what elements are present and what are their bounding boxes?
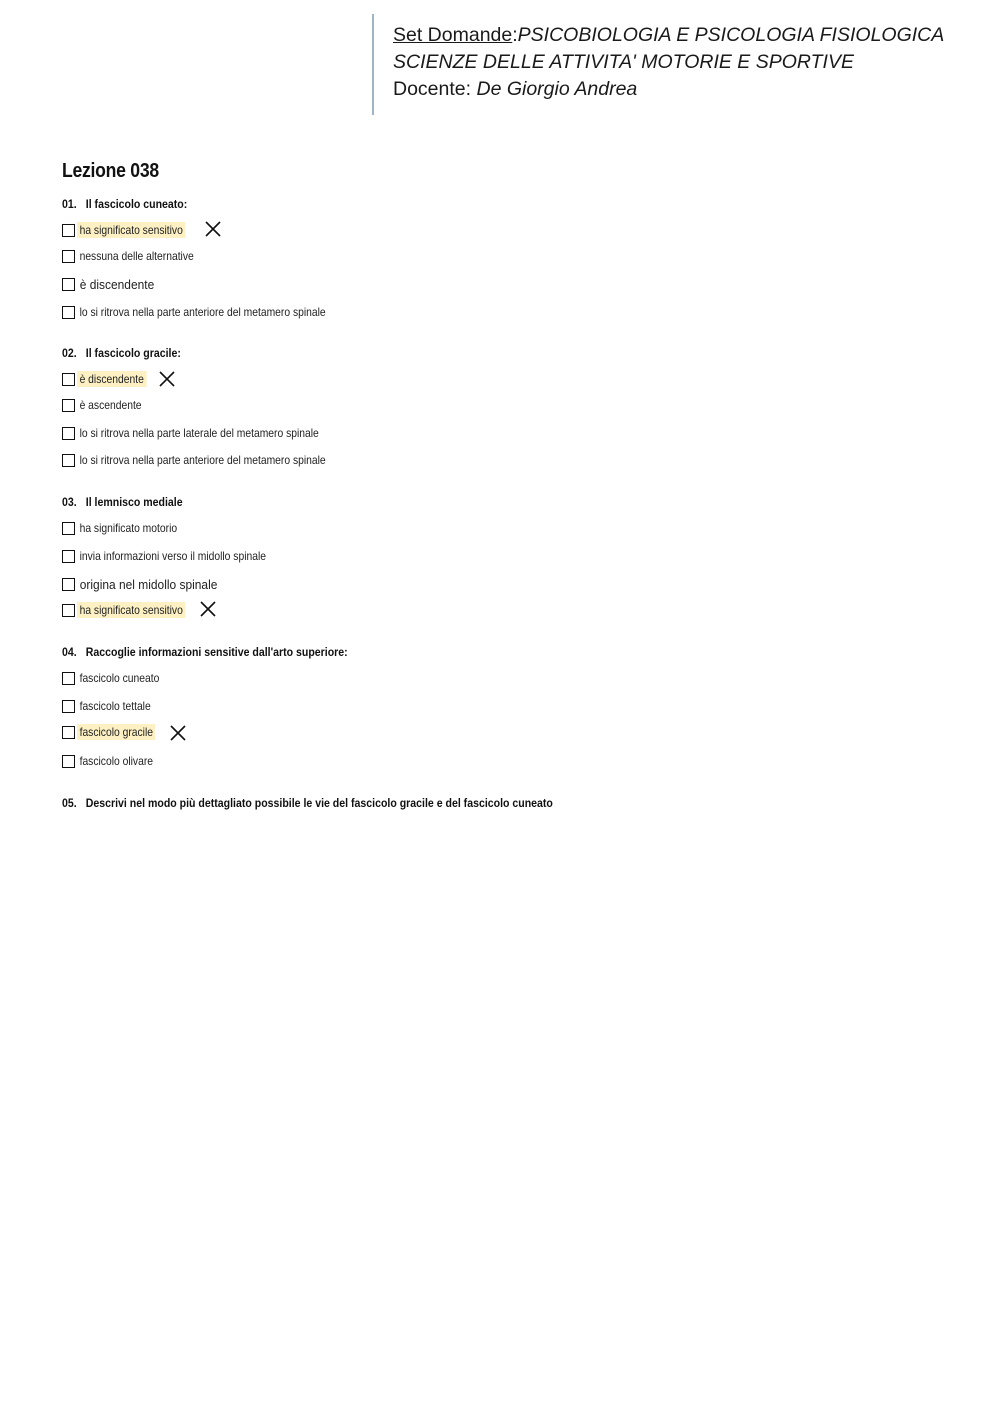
answer-text: origina nel midollo spinale	[79, 576, 218, 592]
question-number: 01.	[62, 197, 77, 211]
header-line-docente	[393, 76, 938, 103]
answer-checkbox[interactable]	[62, 522, 75, 535]
answer-checkbox[interactable]	[62, 550, 75, 563]
answer-checkbox[interactable]	[62, 755, 75, 768]
answer-text: lo si ritrova nella parte anteriore del metamero spinale	[79, 305, 326, 319]
wrong-mark-icon	[204, 220, 222, 238]
question-number: 04.	[62, 645, 77, 659]
answer-option	[62, 451, 369, 469]
answer-option	[62, 247, 216, 265]
question-number: 02.	[62, 346, 77, 360]
answer-text: ha significato motorio	[79, 521, 178, 535]
answer-text: ha significato sensitivo	[77, 222, 185, 238]
answer-text: fascicolo olivare	[79, 754, 154, 768]
question-text: Il fascicolo gracile:	[85, 346, 181, 360]
answer-checkbox[interactable]	[62, 726, 75, 739]
docente-label: Docente:	[393, 78, 472, 100]
answer-text: invia informazioni verso il midollo spinale	[79, 549, 266, 563]
document-header	[393, 22, 945, 103]
answer-checkbox[interactable]	[62, 700, 75, 713]
answer-checkbox[interactable]	[62, 224, 75, 237]
answer-checkbox[interactable]	[62, 578, 75, 591]
set-label: Set Domande	[393, 24, 513, 46]
question-text: Il lemnisco mediale	[85, 495, 183, 509]
answer-text: nessuna delle alternative	[79, 249, 194, 263]
answer-checkbox[interactable]	[62, 278, 75, 291]
question-number: 03.	[62, 495, 77, 509]
question-number: 05.	[62, 796, 77, 810]
answer-option	[62, 424, 361, 442]
answer-option	[62, 601, 203, 619]
wrong-mark-icon	[199, 600, 217, 618]
answer-checkbox[interactable]	[62, 306, 75, 319]
answer-checkbox[interactable]	[62, 604, 75, 617]
wrong-mark-icon	[158, 370, 176, 388]
answer-option	[62, 547, 300, 565]
answer-text: lo si ritrova nella parte laterale del metamero spinale	[79, 426, 319, 440]
answer-text: è discendente	[77, 371, 146, 387]
answer-text: fascicolo gracile	[77, 724, 156, 740]
question-text: Il fascicolo cuneato:	[85, 197, 188, 211]
answer-checkbox[interactable]	[62, 399, 75, 412]
answer-option	[62, 396, 155, 414]
header-line-course	[393, 22, 945, 49]
answer-option	[62, 669, 176, 687]
set-label-separator: :	[512, 24, 518, 46]
answer-text: ha significato sensitivo	[77, 602, 185, 618]
lesson-title: Lezione 038	[62, 160, 159, 182]
question-text: Descrivi nel modo più dettagliato possibile le vie del fascicolo gracile e del fascicolo cuneato	[85, 796, 553, 810]
answer-option	[62, 723, 168, 741]
answer-option	[62, 370, 158, 388]
answer-option	[62, 519, 196, 537]
question-05	[62, 796, 553, 810]
answer-text: è discendente	[79, 276, 155, 292]
answer-checkbox[interactable]	[62, 454, 75, 467]
header-divider	[372, 14, 374, 115]
course-title: PSICOBIOLOGIA E PSICOLOGIA FISIOLOGICA	[517, 24, 945, 46]
answer-text: lo si ritrova nella parte anteriore del metamero spinale	[79, 453, 326, 467]
wrong-mark-icon	[169, 724, 187, 742]
question-02	[62, 346, 181, 360]
question-text: Raccoglie informazioni sensitive dall'arto superiore:	[85, 645, 348, 659]
answer-option	[62, 752, 168, 770]
answer-checkbox[interactable]	[62, 672, 75, 685]
answer-text: fascicolo tettale	[79, 699, 151, 713]
question-04	[62, 645, 348, 659]
answer-checkbox[interactable]	[62, 373, 75, 386]
answer-checkbox[interactable]	[62, 427, 75, 440]
answer-checkbox[interactable]	[62, 250, 75, 263]
answer-option	[62, 275, 164, 293]
answer-text: è ascendente	[79, 398, 142, 412]
answer-option	[62, 221, 203, 239]
docente-name: De Giorgio Andrea	[476, 78, 638, 100]
answer-option	[62, 575, 233, 593]
answer-text: fascicolo cuneato	[79, 671, 160, 685]
course-subtitle: SCIENZE DELLE ATTIVITA' MOTORIE E SPORTIVE	[393, 51, 854, 73]
question-01	[62, 197, 187, 211]
question-03	[62, 495, 183, 509]
answer-option	[62, 697, 166, 715]
answer-option	[62, 303, 369, 321]
